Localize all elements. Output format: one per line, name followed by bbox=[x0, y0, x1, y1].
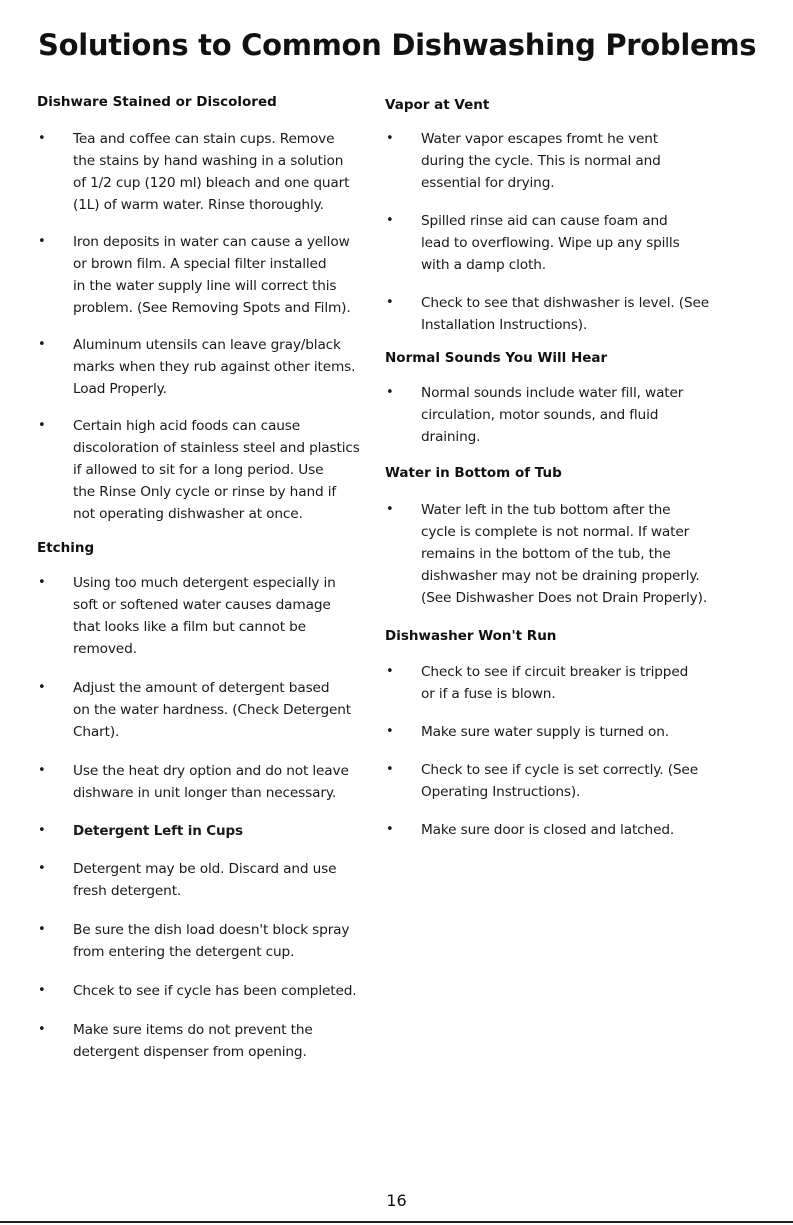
bullet-icon: • bbox=[38, 337, 46, 352]
list-item: • Aluminum utensils can leave gray/black marks when they rub against other items. Load Properly. bbox=[37, 334, 382, 400]
bullet-icon: • bbox=[386, 295, 394, 310]
right-column bbox=[385, 93, 765, 841]
list-item: • Water vapor escapes fromt he vent during the cycle. This is normal and essential for drying. bbox=[385, 128, 765, 194]
section-heading-dishwasher-wont-run: Dishwasher Won't Run bbox=[385, 628, 557, 644]
bottom-rule bbox=[0, 1221, 793, 1223]
list-item: • Spilled rinse aid can cause foam and lead to overflowing. Wipe up any spills with a damp cloth. bbox=[385, 210, 765, 276]
bullet-icon: • bbox=[386, 762, 394, 777]
list-item: • Normal sounds include water fill, water circulation, motor sounds, and fluid draining. bbox=[385, 382, 765, 448]
bullet-icon: • bbox=[38, 763, 46, 778]
section-heading-water-in-bottom: Water in Bottom of Tub bbox=[385, 465, 562, 481]
list-item: • Make sure water supply is turned on. bbox=[385, 721, 765, 743]
bullet-icon: • bbox=[38, 823, 46, 838]
section-heading-etching: Etching bbox=[37, 540, 95, 556]
bullet-icon: • bbox=[38, 1022, 46, 1037]
wontrun-list bbox=[385, 661, 765, 841]
list-item: • Use the heat dry option and do not leave dishware in unit longer than necessary. bbox=[37, 760, 382, 804]
list-item: • Check to see if cycle is set correctly. (See Operating Instructions). bbox=[385, 759, 765, 803]
list-item: • Tea and coffee can stain cups. Remove the stains by hand washing in a solution of 1/2 cup (120 ml) bleach and one quart (1L) of warm water. Rinse thoroughly. bbox=[37, 128, 382, 216]
list-item-detergent-left-in-cups: • Detergent Left in Cups bbox=[37, 820, 382, 842]
section-heading-normal-sounds: Normal Sounds You Will Hear bbox=[385, 350, 608, 366]
bullet-icon: • bbox=[38, 418, 46, 433]
list-item: • Check to see if circuit breaker is tripped or if a fuse is blown. bbox=[385, 661, 765, 705]
list-item: • Detergent may be old. Discard and use fresh detergent. bbox=[37, 858, 382, 902]
etching-list bbox=[37, 572, 382, 1063]
list-item: • Chcek to see if cycle has been completed. bbox=[37, 980, 382, 1002]
list-item: • Be sure the dish load doesn't block spray from entering the detergent cup. bbox=[37, 919, 382, 963]
bullet-icon: • bbox=[386, 664, 394, 679]
bullet-icon: • bbox=[38, 680, 46, 695]
bullet-icon: • bbox=[386, 131, 394, 146]
bullet-icon: • bbox=[386, 502, 394, 517]
section-heading-dishware-stained: Dishware Stained or Discolored bbox=[37, 94, 277, 110]
list-item: • Using too much detergent especially in soft or softened water causes damage that looks like a film but cannot be removed. bbox=[37, 572, 382, 660]
sounds-list bbox=[385, 382, 765, 448]
bullet-icon: • bbox=[38, 575, 46, 590]
section-heading-vapor-at-vent: Vapor at Vent bbox=[385, 97, 490, 113]
bullet-icon: • bbox=[38, 234, 46, 249]
bullet-icon: • bbox=[38, 922, 46, 937]
vapor-list bbox=[385, 128, 765, 336]
water-list bbox=[385, 499, 765, 609]
bullet-icon: • bbox=[38, 131, 46, 146]
list-item: • Check to see that dishwasher is level. (See Installation Instructions). bbox=[385, 292, 765, 336]
bullet-icon: • bbox=[386, 822, 394, 837]
bullet-icon: • bbox=[386, 385, 394, 400]
page-number: 16 bbox=[386, 1191, 407, 1210]
list-item: • Adjust the amount of detergent based on the water hardness. (Check Detergent Chart). bbox=[37, 677, 382, 743]
bullet-icon: • bbox=[38, 861, 46, 876]
list-item: • Iron deposits in water can cause a yellow or brown film. A special filter installed in the water supply line will correct this problem. (See Removing Spots and Film). bbox=[37, 231, 382, 319]
left-column bbox=[37, 93, 382, 1063]
list-item: • Water left in the tub bottom after the cycle is complete is not normal. If water remains in the bottom of the tub, the dishwasher may not be draining properly. (See Dishwasher Does not Drain Properly). bbox=[385, 499, 765, 609]
list-item: • Make sure door is closed and latched. bbox=[385, 819, 765, 841]
list-item: • Certain high acid foods can cause discoloration of stainless steel and plastics if allowed to sit for a long period. Use the Rinse Only cycle or rinse by hand if not operating dishwasher at once. bbox=[37, 415, 382, 525]
bullet-icon: • bbox=[386, 724, 394, 739]
page-title: Solutions to Common Dishwashing Problems bbox=[38, 28, 757, 62]
bullet-icon: • bbox=[386, 213, 394, 228]
list-item: • Make sure items do not prevent the detergent dispenser from opening. bbox=[37, 1019, 382, 1063]
stained-list bbox=[37, 128, 382, 525]
bullet-icon: • bbox=[38, 983, 46, 998]
